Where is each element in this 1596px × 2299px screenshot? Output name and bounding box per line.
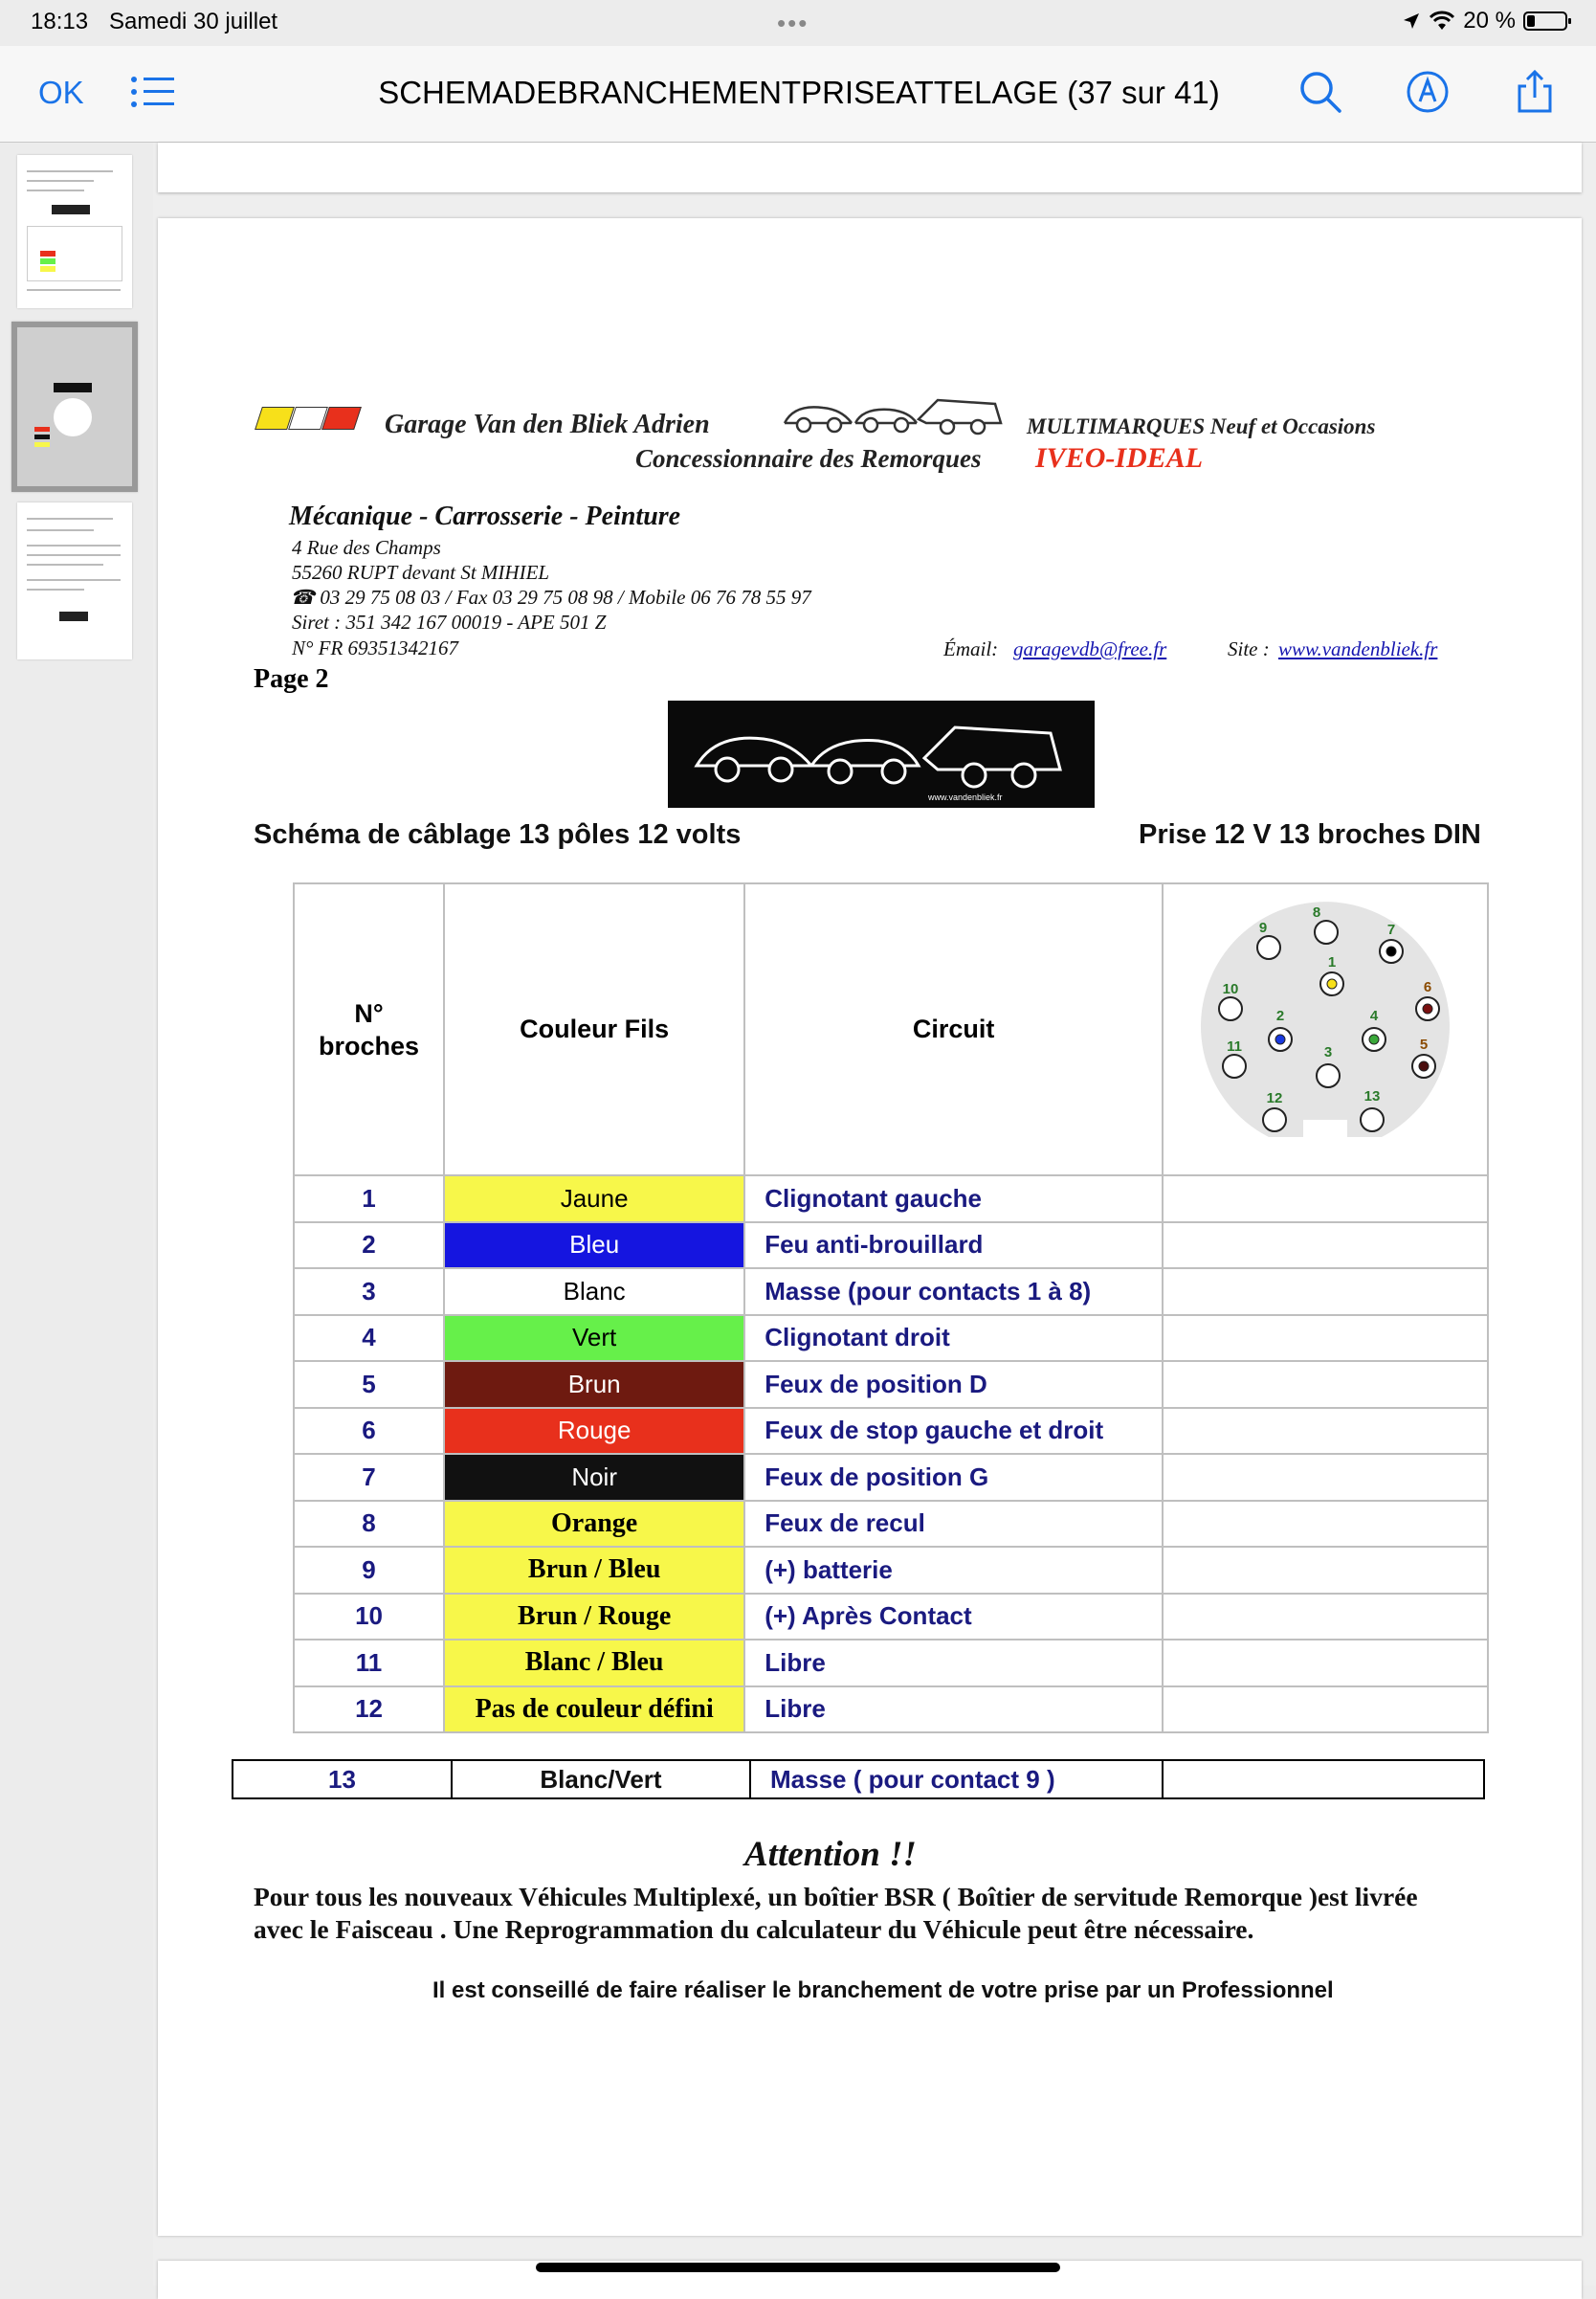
location-icon — [1402, 11, 1421, 31]
circuit-label: (+) Après Contact — [744, 1594, 1163, 1641]
table-row — [294, 1454, 1488, 1501]
empty-cell — [1163, 1222, 1488, 1269]
circuit-label: Clignotant droit — [744, 1315, 1163, 1362]
previous-page — [158, 143, 1582, 192]
list-icon[interactable] — [130, 75, 174, 109]
status-bar — [0, 0, 1596, 46]
cars-logo-icon — [775, 391, 1005, 440]
share-icon[interactable] — [1512, 69, 1558, 115]
table-row — [294, 1222, 1488, 1269]
table-row — [294, 1501, 1488, 1548]
empty-cell — [1163, 1268, 1488, 1315]
phone-icon: ☎ — [290, 586, 316, 609]
connector-pin-label-11: 11 — [1227, 1038, 1242, 1055]
pin-number: 7 — [294, 1454, 444, 1501]
table-row — [294, 1268, 1488, 1315]
wire-color: Orange — [444, 1501, 744, 1548]
circuit-label: Clignotant gauche — [744, 1175, 1163, 1222]
circuit-label: (+) batterie — [744, 1547, 1163, 1594]
connector-diagram-cell — [1163, 883, 1488, 1175]
connector-pin-dot-2 — [1275, 1035, 1285, 1044]
empty-cell — [1163, 1361, 1488, 1408]
phone-line — [290, 586, 811, 610]
empty-cell — [1163, 1640, 1488, 1686]
row13-empty — [1164, 1761, 1483, 1797]
address-line-2: 55260 RUPT devant St MIHIEL — [292, 561, 550, 584]
flag-logo — [258, 407, 362, 430]
circuit-label: Feux de stop gauche et droit — [744, 1408, 1163, 1455]
connector-pin-label-8: 8 — [1312, 904, 1321, 921]
connector-pin-dot-7 — [1386, 947, 1396, 956]
header-couleur: Couleur Fils — [444, 883, 744, 1175]
pin-number: 3 — [294, 1268, 444, 1315]
pin-number: 10 — [294, 1594, 444, 1641]
wire-color: Brun / Rouge — [444, 1594, 744, 1641]
connector-pin-label-9: 9 — [1258, 920, 1268, 936]
connector-pin-13 — [1361, 1108, 1384, 1131]
wire-color: Noir — [444, 1454, 744, 1501]
circuit-label: Feux de position G — [744, 1454, 1163, 1501]
circuit-label: Feux de position D — [744, 1361, 1163, 1408]
multimarques-text: MULTIMARQUES Neuf et Occasions — [1027, 414, 1376, 438]
toolbar — [0, 46, 1596, 143]
attention-title: Attention !! — [744, 1835, 917, 1874]
empty-cell — [1163, 1175, 1488, 1222]
pin-number: 4 — [294, 1315, 444, 1362]
page-thumbnail-2-selected[interactable] — [11, 322, 138, 492]
row13-num: 13 — [233, 1761, 453, 1797]
connector-pin-label-12: 12 — [1266, 1090, 1283, 1106]
connector-pin-label-4: 4 — [1369, 1008, 1379, 1024]
email-link[interactable]: garagevdb@free.fr — [1013, 637, 1167, 660]
row-13 — [232, 1759, 1485, 1799]
advice-text: Il est conseillé de faire réaliser le branchement de votre prise par un Professionnel — [432, 1977, 1334, 2003]
battery-icon — [1523, 11, 1567, 31]
connector-pin-8 — [1315, 921, 1338, 944]
connector-pin-dot-4 — [1369, 1035, 1379, 1044]
wire-color: Brun — [444, 1361, 744, 1408]
circuit-label: Libre — [744, 1640, 1163, 1686]
pin-number: 9 — [294, 1547, 444, 1594]
empty-cell — [1163, 1408, 1488, 1455]
schema-title: Schéma de câblage 13 pôles 12 volts — [254, 819, 742, 850]
table-row — [294, 1315, 1488, 1362]
multitask-dots-icon[interactable]: ••• — [777, 9, 809, 37]
wire-color: Pas de couleur défini — [444, 1686, 744, 1733]
table-row — [294, 1547, 1488, 1594]
circuit-label: Feux de recul — [744, 1501, 1163, 1548]
table-row — [294, 1640, 1488, 1686]
table-row — [294, 1594, 1488, 1641]
wire-color: Vert — [444, 1315, 744, 1362]
search-icon[interactable] — [1297, 69, 1343, 115]
brand-iveo: IVEO-IDEAL — [1035, 442, 1204, 474]
battery-percent: 20 % — [1463, 8, 1516, 33]
din-connector-diagram — [1164, 884, 1487, 1168]
row13-color: Blanc/Vert — [453, 1761, 751, 1797]
circuit-label: Feu anti-brouillard — [744, 1222, 1163, 1269]
table-row — [294, 1686, 1488, 1733]
logo-banner — [668, 701, 1095, 808]
document-title: SCHEMADEBRANCHEMENTPRISEATTELAGE (37 sur 41) — [378, 75, 1220, 110]
empty-cell — [1163, 1547, 1488, 1594]
connector-pin-label-10: 10 — [1222, 981, 1239, 997]
connector-pin-label-7: 7 — [1386, 922, 1396, 938]
empty-cell — [1163, 1594, 1488, 1641]
table-row — [294, 1175, 1488, 1222]
services-text: Mécanique - Carrosserie - Peinture — [289, 502, 681, 531]
connector-pin-10 — [1219, 997, 1242, 1020]
connector-pin-9 — [1257, 936, 1280, 959]
connector-pin-12 — [1263, 1108, 1286, 1131]
pin-number: 8 — [294, 1501, 444, 1548]
markup-icon[interactable] — [1405, 69, 1451, 115]
connector-pin-label-3: 3 — [1323, 1044, 1333, 1060]
connector-pin-3 — [1317, 1064, 1340, 1087]
address-line-1: 4 Rue des Champs — [292, 536, 441, 559]
pin-number: 1 — [294, 1175, 444, 1222]
header-broches: N° broches — [294, 883, 444, 1175]
ok-button[interactable]: OK — [38, 75, 84, 110]
attention-line-1: Pour tous les nouveaux Véhicules Multiplexé, un boîtier BSR ( Boîtier de servitude Remorque )est livrée — [254, 1882, 1418, 1911]
table-row — [294, 1408, 1488, 1455]
attention-line-2: avec le Faisceau . Une Reprogrammation du calculateur du Véhicule peut être nécessaire. — [254, 1914, 1254, 1944]
wire-color: Bleu — [444, 1222, 744, 1269]
status-right — [1402, 8, 1567, 34]
connector-pin-label-6: 6 — [1423, 979, 1432, 995]
site-label: Site : — [1228, 637, 1270, 660]
email-label: Émail: — [943, 637, 999, 660]
phone-numbers: 03 29 75 08 03 / Fax 03 29 75 08 98 / Mobile 06 76 78 55 97 — [320, 586, 811, 609]
banner-url: www.vandenbliek.fr — [928, 792, 1003, 802]
circuit-label: Libre — [744, 1686, 1163, 1733]
cars-banner-icon — [668, 701, 1095, 808]
thumbnail-sidebar — [0, 143, 153, 2286]
row13-circuit: Masse ( pour contact 9 ) — [751, 1761, 1164, 1797]
empty-cell — [1163, 1454, 1488, 1501]
empty-cell — [1163, 1686, 1488, 1733]
connector-pin-dot-5 — [1419, 1061, 1429, 1071]
wire-color: Blanc / Bleu — [444, 1640, 744, 1686]
wire-color: Rouge — [444, 1408, 744, 1455]
home-indicator[interactable] — [536, 2263, 1060, 2272]
connector-pin-dot-6 — [1423, 1004, 1432, 1014]
garage-name: Garage Van den Bliek Adrien — [385, 410, 710, 439]
empty-cell — [1163, 1501, 1488, 1548]
tva-number: N° FR 69351342167 — [292, 636, 459, 659]
empty-cell — [1163, 1315, 1488, 1362]
connector-pin-dot-1 — [1327, 979, 1337, 989]
pin-number: 5 — [294, 1361, 444, 1408]
wire-color: Jaune — [444, 1175, 744, 1222]
wire-color: Brun / Bleu — [444, 1547, 744, 1594]
pin-number: 2 — [294, 1222, 444, 1269]
site-link[interactable]: www.vandenbliek.fr — [1278, 637, 1438, 660]
page-label: Page 2 — [254, 664, 329, 694]
table-row — [294, 1361, 1488, 1408]
connector-pin-11 — [1223, 1055, 1246, 1078]
connector-pin-label-13: 13 — [1363, 1088, 1381, 1105]
status-time: 18:13 — [31, 9, 89, 34]
page-thumbnail-1[interactable] — [17, 155, 132, 308]
concession-text: Concessionnaire des Remorques — [635, 444, 982, 473]
circuit-label: Masse (pour contacts 1 à 8) — [744, 1268, 1163, 1315]
connector-pin-label-1: 1 — [1327, 954, 1337, 971]
wiring-table — [293, 882, 1489, 1733]
header-circuit: Circuit — [744, 883, 1163, 1175]
status-date: Samedi 30 juillet — [109, 9, 278, 34]
table-header-row — [294, 883, 1488, 1175]
page-thumbnail-3[interactable] — [17, 502, 132, 659]
connector-pin-label-5: 5 — [1419, 1037, 1429, 1053]
connector-pin-label-2: 2 — [1275, 1008, 1285, 1024]
pin-number: 12 — [294, 1686, 444, 1733]
wire-color: Blanc — [444, 1268, 744, 1315]
pin-number: 6 — [294, 1408, 444, 1455]
pin-number: 11 — [294, 1640, 444, 1686]
prise-title: Prise 12 V 13 broches DIN — [1139, 819, 1481, 850]
siret-text: Siret : 351 342 167 00019 - APE 501 Z — [292, 611, 607, 634]
wifi-icon — [1429, 11, 1455, 32]
